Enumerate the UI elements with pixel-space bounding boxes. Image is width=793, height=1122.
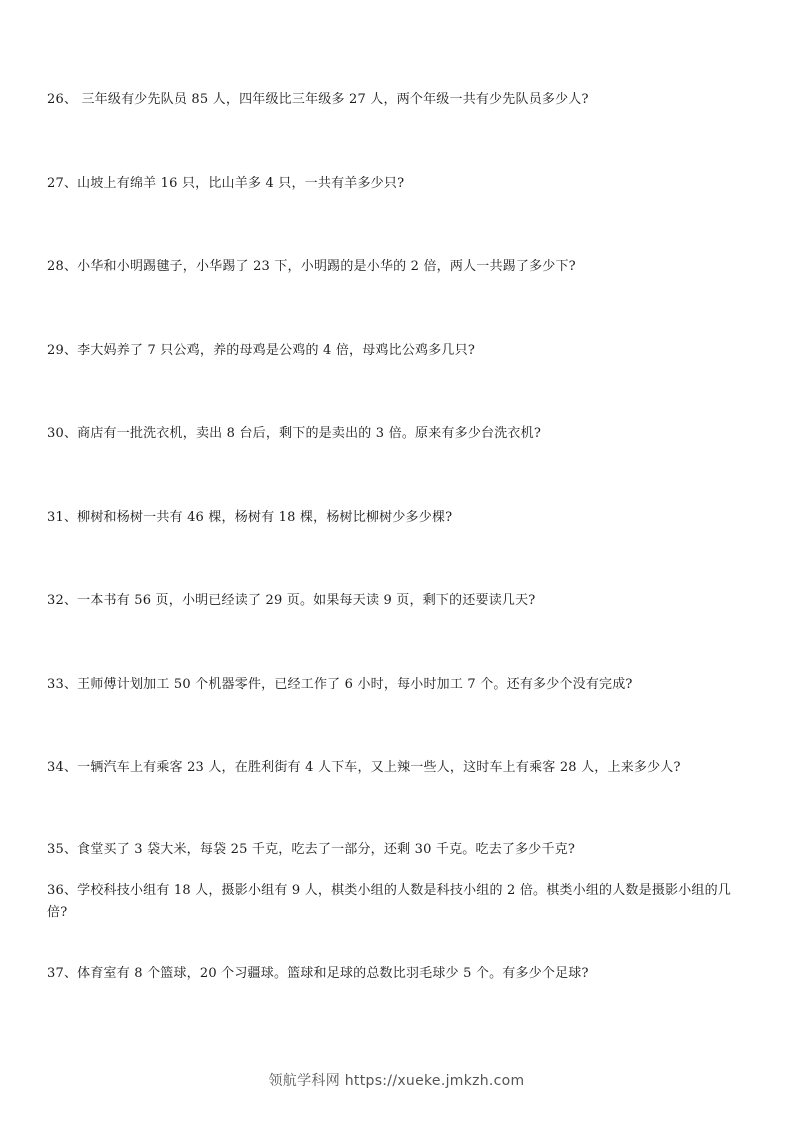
question-29: 29、李大妈养了 7 只公鸡，养的母鸡是公鸡的 4 倍，母鸡比公鸡多几只? — [47, 343, 475, 358]
footer-watermark: 领航学科网 https://xueke.jmkzh.com — [268, 1073, 525, 1089]
question-30: 30、商店有一批洗衣机，卖出 8 台后，剩下的是卖出的 3 倍。原来有多少台洗衣机? — [47, 426, 541, 441]
question-31: 31、柳树和杨树一共有 46 棵，杨树有 18 棵，杨树比柳树少多少棵? — [47, 510, 453, 525]
question-34: 34、一辆汽车上有乘客 23 人，在胜利街有 4 人下车，又上辣一些人，这时车上有乘客 28 人，上来多少人? — [47, 760, 681, 775]
question-35: 35、食堂买了 3 袋大米，每袋 25 千克，吃去了一部分，还剩 30 千克。吃去了多少千克? — [47, 842, 576, 857]
question-26: 26、 三年级有少先队员 85 人，四年级比三年级多 27 人，两个年级一共有少先队员多少人? — [47, 92, 589, 107]
question-28: 28、小华和小明踢毽子，小华踢了 23 下，小明踢的是小华的 2 倍，两人一共踢了多少下? — [47, 259, 576, 274]
question-27: 27、山坡上有绵羊 16 只，比山羊多 4 只，一共有羊多少只? — [47, 176, 405, 191]
question-37: 37、体育室有 8 个篮球，20 个习疆球。篮球和足球的总数比羽毛球少 5 个。有多少个足球? — [47, 966, 589, 981]
question-32: 32、一本书有 56 页，小明已经读了 29 页。如果每天读 9 页，剩下的还要读几天? — [47, 593, 536, 608]
question-33: 33、王师傅计划加工 50 个机器零件，已经工作了 6 小时，每小时加工 7 个。还有多少个没有完成? — [47, 677, 633, 692]
question-36: 36、学校科技小组有 18 人，摄影小组有 9 人，棋类小组的人数是科技小组的 2 倍。棋类小组的人数是摄影小组的几倍? — [47, 883, 732, 920]
